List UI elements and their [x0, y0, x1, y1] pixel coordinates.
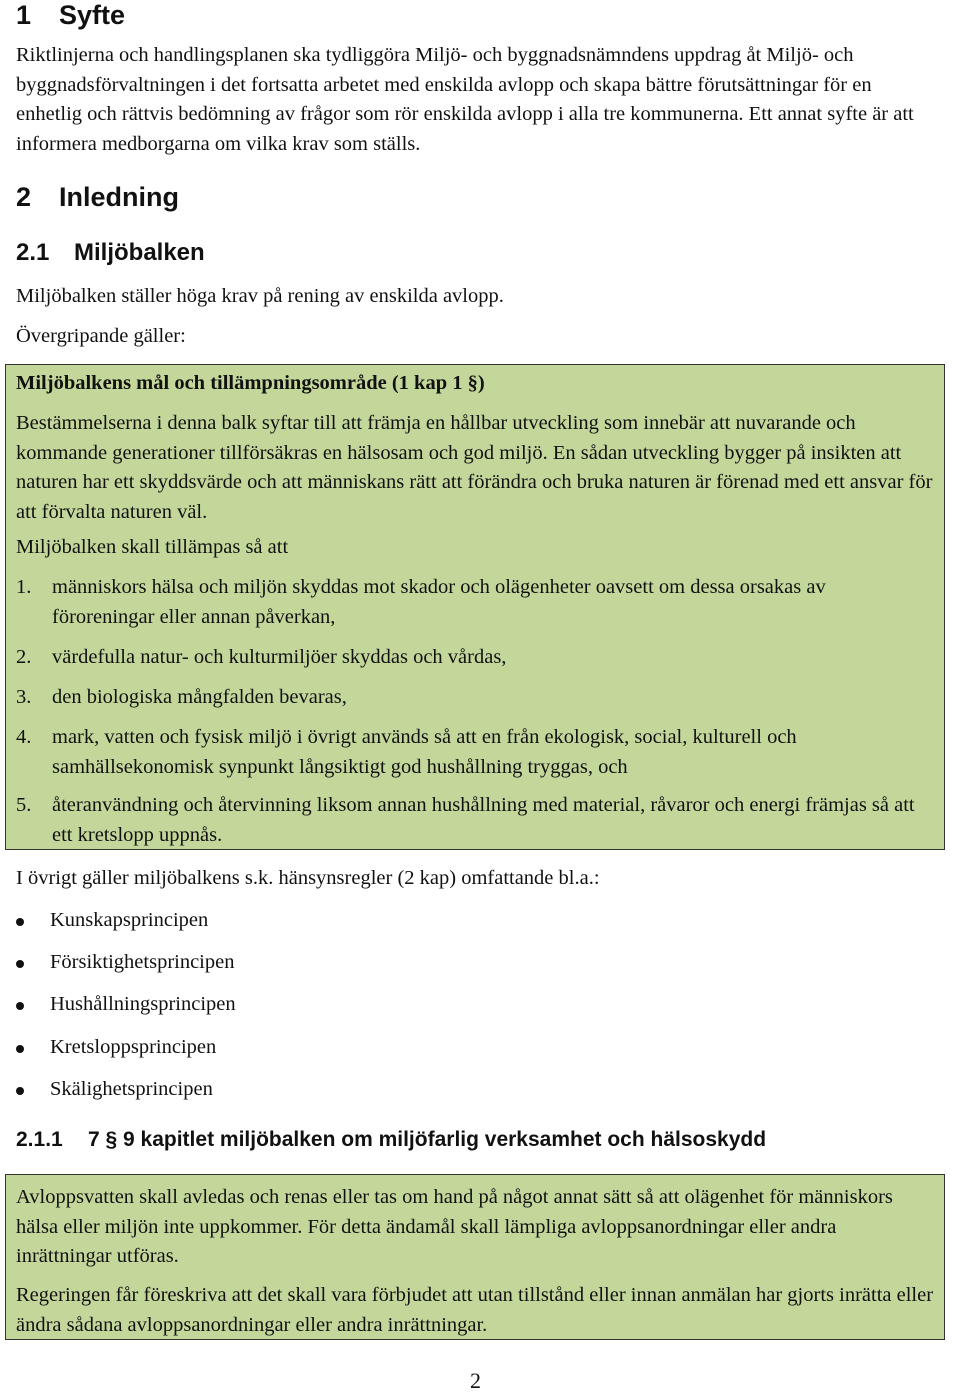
purpose-paragraph: Riktlinjerna och handlingsplanen ska tydliggöra Miljö- och byggnadsnämndens uppdrag åt Miljö- och byggnadsförvaltningen i det fortsatta arbetet med enskilda avlopp och skapa bättre förutsättningar för en enhetlig och rättvis bedömning av frågor som rör enskilda avlopp i alla tre kommunerna. Ett annat syfte är att informera medborgarna om vilka krav som ställs.: [16, 44, 914, 155]
section-heading-1: 1 Syfte: [16, 0, 126, 30]
bullet-icon: [16, 1087, 24, 1095]
law-box-lead: Miljöbalken skall tillämpas så att: [16, 536, 289, 558]
page-number: 2: [470, 1368, 481, 1393]
regulation-paragraph-1: Avloppsvatten skall avledas och renas eller tas om hand på något annat sätt så att olägenhet för människors hälsa eller miljön inte uppkommer. För detta ändamål skall lämpliga avloppsanordningar eller andra inrättningar utföras.: [16, 1186, 893, 1267]
law-box-heading: Miljöbalkens mål och tillämpningsområde (1 kap 1 §): [16, 372, 485, 394]
section-heading-2-1-1: 2.1.1 7 § 9 kapitlet miljöbalken om miljöfarlig verksamhet och hälsoskydd: [16, 1128, 767, 1151]
law-box-paragraph: Bestämmelserna i denna balk syftar till att främja en hållbar utveckling som innebär att nuvarande och kommande generationer tillförsäkras en hälsosam och god miljö. En sådan utveckling bygger på insikten att naturen har ett skyddsvärde och att människans rätt att förändra och bruka naturen är förenad med ett ansvar för att förvalta naturen väl.: [16, 412, 933, 523]
bullet-icon: [16, 1002, 24, 1010]
law-excerpt-box: Miljöbalkens mål och tillämpningsområde (1 kap 1 §) Bestämmelserna i denna balk syftar till att främja en hållbar utveckling som innebär att nuvarande och kommande generationer tillförsäkras en hälsosam och god miljö. En sådan utveckling bygger på insikten att naturen har ett skyddsvärde och att människans rätt att förändra och bruka naturen är förenad med ett ansvar för att förvalta naturen väl. Miljöbalken skall tillämpas så att 1. människors hälsa och miljön skyddas mot skador och olägenheter oavsett om dessa orsakas av föroreningar eller annan påverkan, 2. värdefulla natur- och kulturmiljöer skyddas och vårdas, 3. den biologiska mångfalden bevaras, 4. mark, vatten och fysisk miljö i övrigt används så att en från ekologisk, social, kulturell och samhällsekonomisk synpunkt långsiktigt god hushållning tryggas, och 5. återanvändning och återvinning liksom annan hushållning med material, råvaror och energi främjas så att ett kretslopp uppnås.: [5, 364, 945, 850]
regulation-excerpt-box: [5, 1174, 945, 1340]
regulation-paragraph-2: Regeringen får föreskriva att det skall vara förbjudet att utan tillstånd eller innan anmälan har gjorts inrätta eller ändra sådana avloppsanordningar eller andra inrättningar.: [16, 1284, 934, 1336]
overgripande-label: Övergripande gäller:: [16, 325, 186, 347]
bullet-icon: [16, 960, 24, 968]
bullet-icon: [16, 918, 24, 926]
hansynsregler-intro: I övrigt gäller miljöbalkens s.k. hänsynsregler (2 kap) omfattande bl.a.:: [16, 867, 600, 889]
section-heading-2-1: 2.1 Miljöbalken: [16, 239, 205, 266]
bullet-icon: [16, 1045, 24, 1053]
miljobalken-intro: Miljöbalken ställer höga krav på rening av enskilda avlopp.: [16, 285, 504, 307]
section-heading-2: 2 Inledning: [16, 182, 179, 212]
